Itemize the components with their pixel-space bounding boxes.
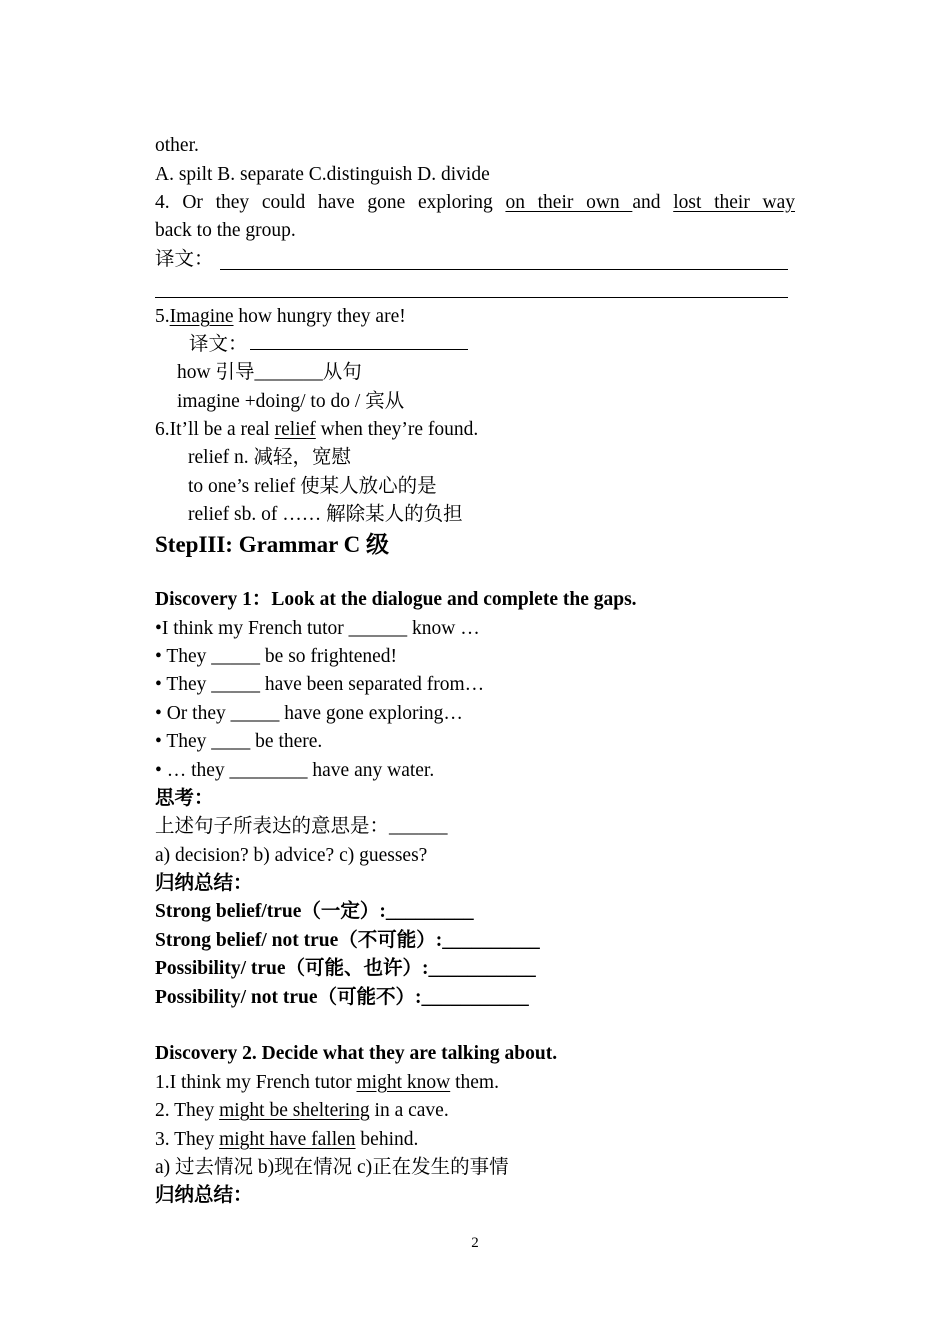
page-number: 2 — [471, 1235, 479, 1251]
list-item: •I think my French tutor ______ know … — [155, 618, 480, 639]
summary-label: 归纳总结： — [155, 873, 253, 894]
list-item: • Or they _____ have gone exploring… — [155, 703, 463, 724]
think-question: 上述句子所表达的意思是：______ — [155, 816, 448, 837]
example-sentence: 1.I think my French tutor might know them. — [155, 1072, 499, 1093]
underlined-phrase: might know — [356, 1072, 451, 1093]
discovery-1-title: Discovery 1：Look at the dialogue and complete the gaps. — [155, 589, 637, 610]
note-line: relief n. 减轻，宽慰 — [188, 447, 352, 468]
think-options: a) decision? b) advice? c) guesses? — [155, 845, 428, 866]
list-item: • They _____ be so frightened! — [155, 646, 398, 667]
list-item: • … they ________ have any water. — [155, 760, 435, 781]
discovery-2-options: a) 过去情况 b)现在情况 c)正在发生的事情 — [155, 1157, 509, 1178]
underlined-word: Imagine — [169, 306, 234, 327]
underlined-phrase: lost their way — [673, 192, 796, 213]
text-line: back to the group. — [155, 220, 296, 241]
list-item: • They _____ have been separated from… — [155, 674, 485, 695]
underlined-phrase: might have fallen — [219, 1129, 356, 1150]
translation-blank-line — [250, 348, 468, 350]
underlined-word: relief — [274, 419, 316, 440]
underlined-phrase: might be sheltering — [219, 1100, 370, 1121]
translation-blank-line — [220, 269, 788, 270]
example-sentence: 2. They might be sheltering in a cave. — [155, 1100, 449, 1121]
underlined-phrase: on their own — [505, 192, 633, 213]
note-line: relief sb. of …… 解除某人的负担 — [188, 504, 463, 525]
sentence-6: 6.It’ll be a real relief when they’re found. — [155, 419, 479, 440]
example-sentence: 3. They might have fallen behind. — [155, 1129, 419, 1150]
summary-item: Possibility/ not true（可能不）:___________ — [155, 987, 529, 1008]
text-line: other. — [155, 135, 199, 156]
translation-label: 译文： — [189, 331, 468, 359]
list-item: • They ____ be there. — [155, 731, 323, 752]
answer-options: A. spilt B. separate C.distinguish D. divide — [155, 164, 490, 185]
summary-label: 归纳总结： — [155, 1185, 253, 1206]
summary-item: Strong belief/ not true（不可能）:__________ — [155, 930, 540, 951]
translation-blank-line — [155, 297, 788, 298]
discovery-2-title: Discovery 2. Decide what they are talking about. — [155, 1043, 558, 1064]
sentence-4: 4. Or they could have gone exploring on their own and lost their way — [155, 192, 796, 213]
note-line: how 引导_______从句 — [177, 362, 362, 383]
think-label: 思考： — [155, 788, 214, 809]
note-line: to one’s relief 使某人放心的是 — [188, 476, 437, 497]
note-line: imagine +doing/ to do / 宾从 — [177, 391, 405, 412]
section-heading: StepIII: Grammar C 级 — [155, 532, 390, 557]
summary-item: Possibility/ true（可能、也许）:___________ — [155, 958, 536, 979]
summary-item: Strong belief/true（一定）:_________ — [155, 901, 474, 922]
sentence-5: 5.Imagine how hungry they are! — [155, 306, 406, 327]
translation-label: 译文： — [155, 249, 214, 270]
